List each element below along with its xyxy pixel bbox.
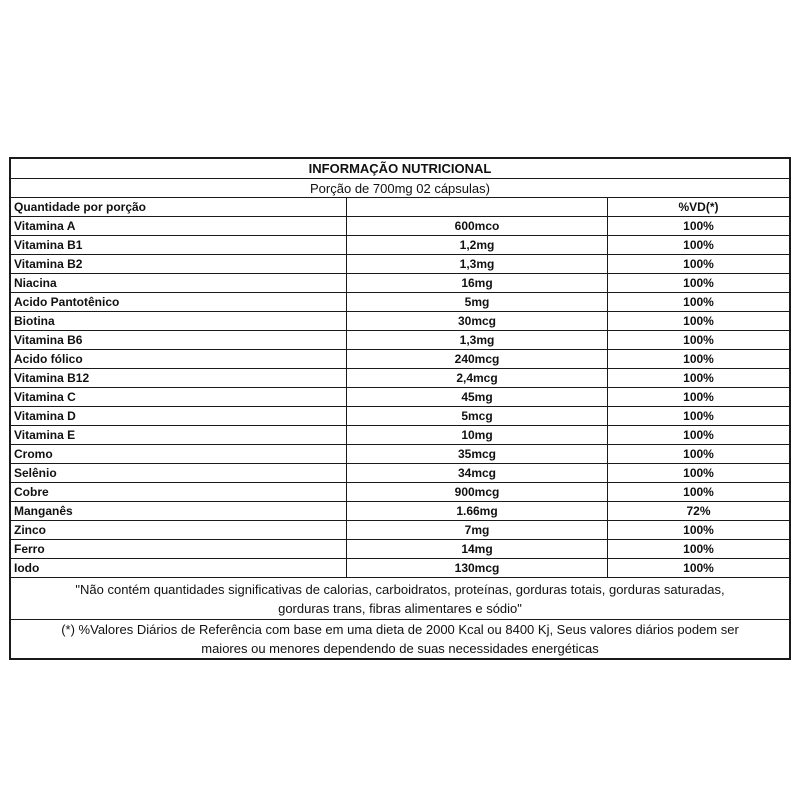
nutrient-amount: 34mcg <box>347 464 608 482</box>
footnote-line-2: maiores ou menores dependendo de suas necessidades energéticas <box>201 641 599 656</box>
table-row <box>11 464 789 483</box>
table-row <box>11 559 789 578</box>
nutrient-name: Niacina <box>11 274 347 292</box>
nutrient-dv: 100% <box>683 485 714 499</box>
table-row <box>11 331 789 350</box>
table-row <box>11 312 789 331</box>
nutrient-dv: 100% <box>683 466 714 480</box>
disclaimer-line-1: "Não contém quantidades significativas de calorias, carboidratos, proteínas, gorduras totais, gorduras saturadas, <box>75 581 725 597</box>
nutrient-name: Vitamina D <box>11 407 347 425</box>
nutrient-name: Cromo <box>11 445 347 463</box>
nutrient-amount: 35mcg <box>347 445 608 463</box>
nutrient-amount: 1.66mg <box>347 502 608 520</box>
nutrient-dv: 100% <box>683 333 714 347</box>
table-row <box>11 426 789 445</box>
nutrient-name: Vitamina B12 <box>11 369 347 387</box>
nutrient-dv: 100% <box>683 428 714 442</box>
table-title: INFORMAÇÃO NUTRICIONAL <box>308 161 492 176</box>
nutrient-dv: 100% <box>683 314 714 328</box>
nutrient-name: Vitamina C <box>11 388 347 406</box>
serving-row <box>11 179 789 198</box>
nutrient-amount: 5mcg <box>347 407 608 425</box>
table-row <box>11 274 789 293</box>
table-row <box>11 236 789 255</box>
nutrient-dv: 100% <box>683 390 714 404</box>
table-title-row <box>11 159 789 179</box>
table-row <box>11 293 789 312</box>
nutrient-name: Zinco <box>11 521 347 539</box>
nutrient-name: Ferro <box>11 540 347 558</box>
nutrient-name: Iodo <box>11 559 347 577</box>
nutrient-amount: 30mcg <box>347 312 608 330</box>
table-row <box>11 255 789 274</box>
nutrient-dv: 100% <box>683 276 714 290</box>
nutrient-name: Selênio <box>11 464 347 482</box>
nutrient-dv: 100% <box>683 219 714 233</box>
nutrient-amount: 5mg <box>347 293 608 311</box>
footnote <box>11 620 789 658</box>
nutrient-dv: 72% <box>686 504 711 518</box>
nutrient-name: Vitamina A <box>11 217 347 235</box>
footnote-line-1: (*) %Valores Diários de Referência com base em uma dieta de 2000 Kcal ou 8400 Kj, Seus valores diários podem ser <box>61 622 739 637</box>
nutrient-dv: 100% <box>683 523 714 537</box>
nutrient-name: Acido fólico <box>11 350 347 368</box>
nutrition-facts-table <box>9 157 791 660</box>
table-row <box>11 502 789 521</box>
nutrient-amount: 7mg <box>347 521 608 539</box>
disclaimer-note <box>11 578 789 620</box>
header-dv: %VD(*) <box>678 200 719 214</box>
nutrient-dv: 100% <box>683 295 714 309</box>
table-row <box>11 483 789 502</box>
nutrient-amount: 130mcg <box>347 559 608 577</box>
nutrient-dv: 100% <box>683 371 714 385</box>
nutrient-name: Vitamina B1 <box>11 236 347 254</box>
nutrient-name: Cobre <box>11 483 347 501</box>
nutrient-amount: 45mg <box>347 388 608 406</box>
nutrient-amount: 1,3mg <box>347 255 608 273</box>
nutrient-dv: 100% <box>683 561 714 575</box>
serving-size: Porção de 700mg 02 cápsulas) <box>310 180 490 196</box>
table-row <box>11 350 789 369</box>
nutrient-amount: 1,2mg <box>347 236 608 254</box>
table-row <box>11 445 789 464</box>
nutrient-name: Biotina <box>11 312 347 330</box>
nutrient-dv: 100% <box>683 257 714 271</box>
nutrient-dv: 100% <box>683 352 714 366</box>
nutrient-name: Acido Pantotênico <box>11 293 347 311</box>
table-row <box>11 388 789 407</box>
nutrient-dv: 100% <box>683 447 714 461</box>
nutrient-name: Vitamina E <box>11 426 347 444</box>
header-amount <box>347 198 608 216</box>
table-row <box>11 369 789 388</box>
nutrient-name: Manganês <box>11 502 347 520</box>
nutrient-dv: 100% <box>683 409 714 423</box>
nutrient-amount: 14mg <box>347 540 608 558</box>
nutrient-dv: 100% <box>683 238 714 252</box>
table-row <box>11 521 789 540</box>
header-row <box>11 198 789 217</box>
header-name: Quantidade por porção <box>11 198 347 216</box>
nutrient-amount: 16mg <box>347 274 608 292</box>
nutrient-name: Vitamina B2 <box>11 255 347 273</box>
nutrient-amount: 600mco <box>347 217 608 235</box>
nutrient-amount: 10mg <box>347 426 608 444</box>
nutrient-name: Vitamina B6 <box>11 331 347 349</box>
nutrient-amount: 2,4mcg <box>347 369 608 387</box>
table-row <box>11 217 789 236</box>
nutrient-amount: 900mcg <box>347 483 608 501</box>
nutrient-dv: 100% <box>683 542 714 556</box>
nutrient-amount: 240mcg <box>347 350 608 368</box>
nutrient-amount: 1,3mg <box>347 331 608 349</box>
table-row <box>11 407 789 426</box>
table-row <box>11 540 789 559</box>
disclaimer-line-2: gorduras trans, fibras alimentares e sódio" <box>278 600 522 616</box>
